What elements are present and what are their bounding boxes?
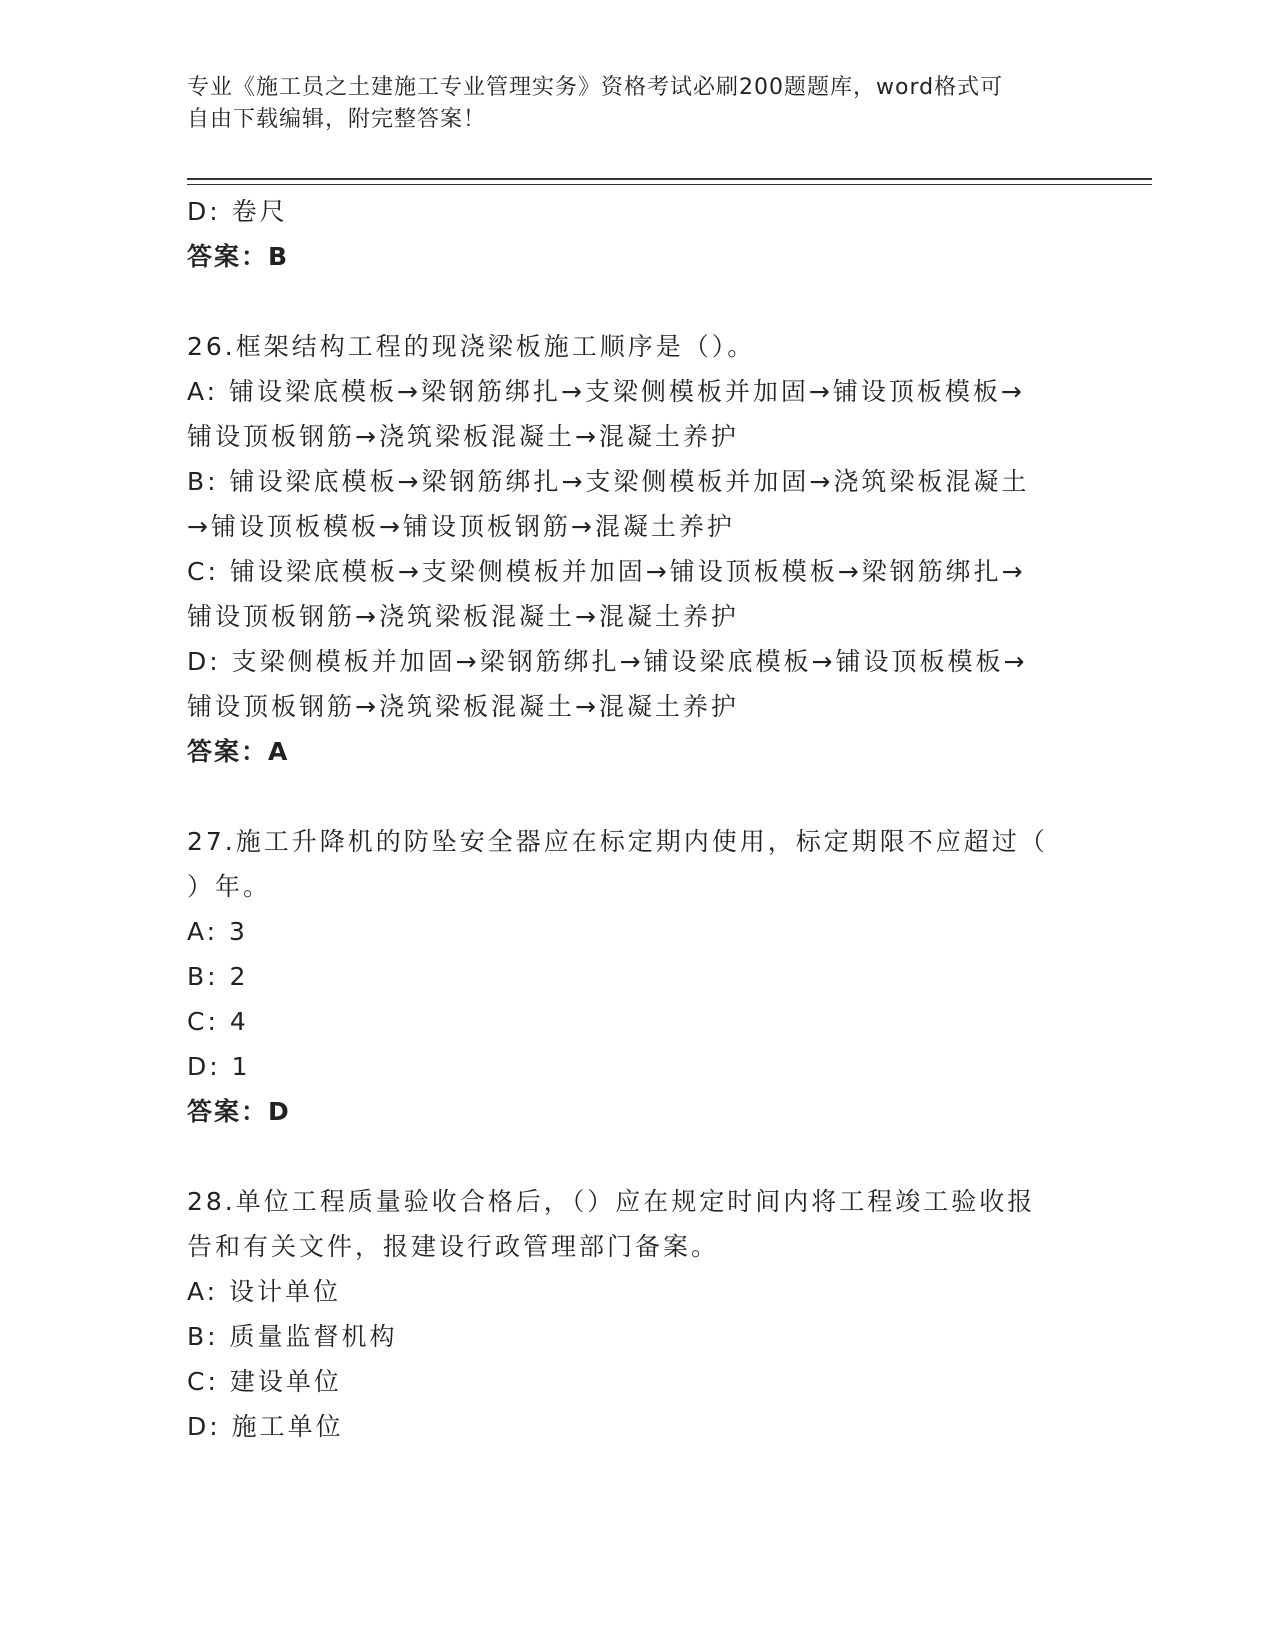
q27-stem-line-2: ）年。 (187, 872, 272, 901)
q27-option-b: B: 2 (187, 962, 249, 991)
document-header (187, 72, 1067, 136)
q26-option-d-line-1: D: 支梁侧模板并加固→梁钢筋绑扎→铺设梁底模板→铺设顶板模板→ (187, 647, 1028, 676)
header-divider-thick (187, 178, 1152, 180)
q26-option-b-line-2: →铺设顶板模板→铺设顶板钢筋→混凝土养护 (187, 512, 735, 541)
header-line-2: 自由下载编辑，附完整答案！ (187, 107, 487, 132)
q26-option-c-line-2: 铺设顶板钢筋→浇筑梁板混凝土→混凝土养护 (187, 602, 739, 631)
q26-option-b-line-1: B: 铺设梁底模板→梁钢筋绑扎→支梁侧模板并加固→浇筑梁板混凝土 (187, 467, 1030, 496)
prev-answer: 答案：B (187, 242, 290, 271)
q26-option-d-line-2: 铺设顶板钢筋→浇筑梁板混凝土→混凝土养护 (187, 692, 739, 721)
q26-answer: 答案：A (187, 737, 290, 766)
q27-option-a: A: 3 (187, 917, 248, 946)
q27-answer: 答案：D (187, 1097, 291, 1126)
q26-option-c-line-1: C: 铺设梁底模板→支梁侧模板并加固→铺设顶板模板→梁钢筋绑扎→ (187, 557, 1026, 586)
q28-option-b: B: 质量监督机构 (187, 1322, 398, 1351)
q26-stem: 26.框架结构工程的现浇梁板施工顺序是（）。 (187, 332, 756, 361)
spacer (187, 279, 1087, 324)
q28-option-c: C: 建设单位 (187, 1367, 342, 1396)
question-content (187, 189, 1087, 1449)
q28-option-d: D: 施工单位 (187, 1412, 344, 1441)
prev-option-d: D: 卷尺 (187, 197, 288, 226)
spacer (187, 774, 1087, 819)
q27-option-c: C: 4 (187, 1007, 249, 1036)
header-divider-thin (187, 184, 1152, 185)
q28-stem-line-1: 28.单位工程质量验收合格后，（）应在规定时间内将工程竣工验收报 (187, 1187, 1036, 1216)
header-line-1: 专业《施工员之土建施工专业管理实务》资格考试必刷200题题库，word格式可 (187, 75, 1004, 100)
spacer (187, 1134, 1087, 1179)
q28-stem-line-2: 告和有关文件，报建设行政管理部门备案。 (187, 1232, 720, 1261)
q27-stem-line-1: 27.施工升降机的防坠安全器应在标定期内使用，标定期限不应超过（ (187, 827, 1048, 856)
q26-option-a-line-1: A: 铺设梁底模板→梁钢筋绑扎→支梁侧模板并加固→铺设顶板模板→ (187, 377, 1025, 406)
q27-option-d: D: 1 (187, 1052, 251, 1081)
q28-option-a: A: 设计单位 (187, 1277, 342, 1306)
q26-option-a-line-2: 铺设顶板钢筋→浇筑梁板混凝土→混凝土养护 (187, 422, 739, 451)
